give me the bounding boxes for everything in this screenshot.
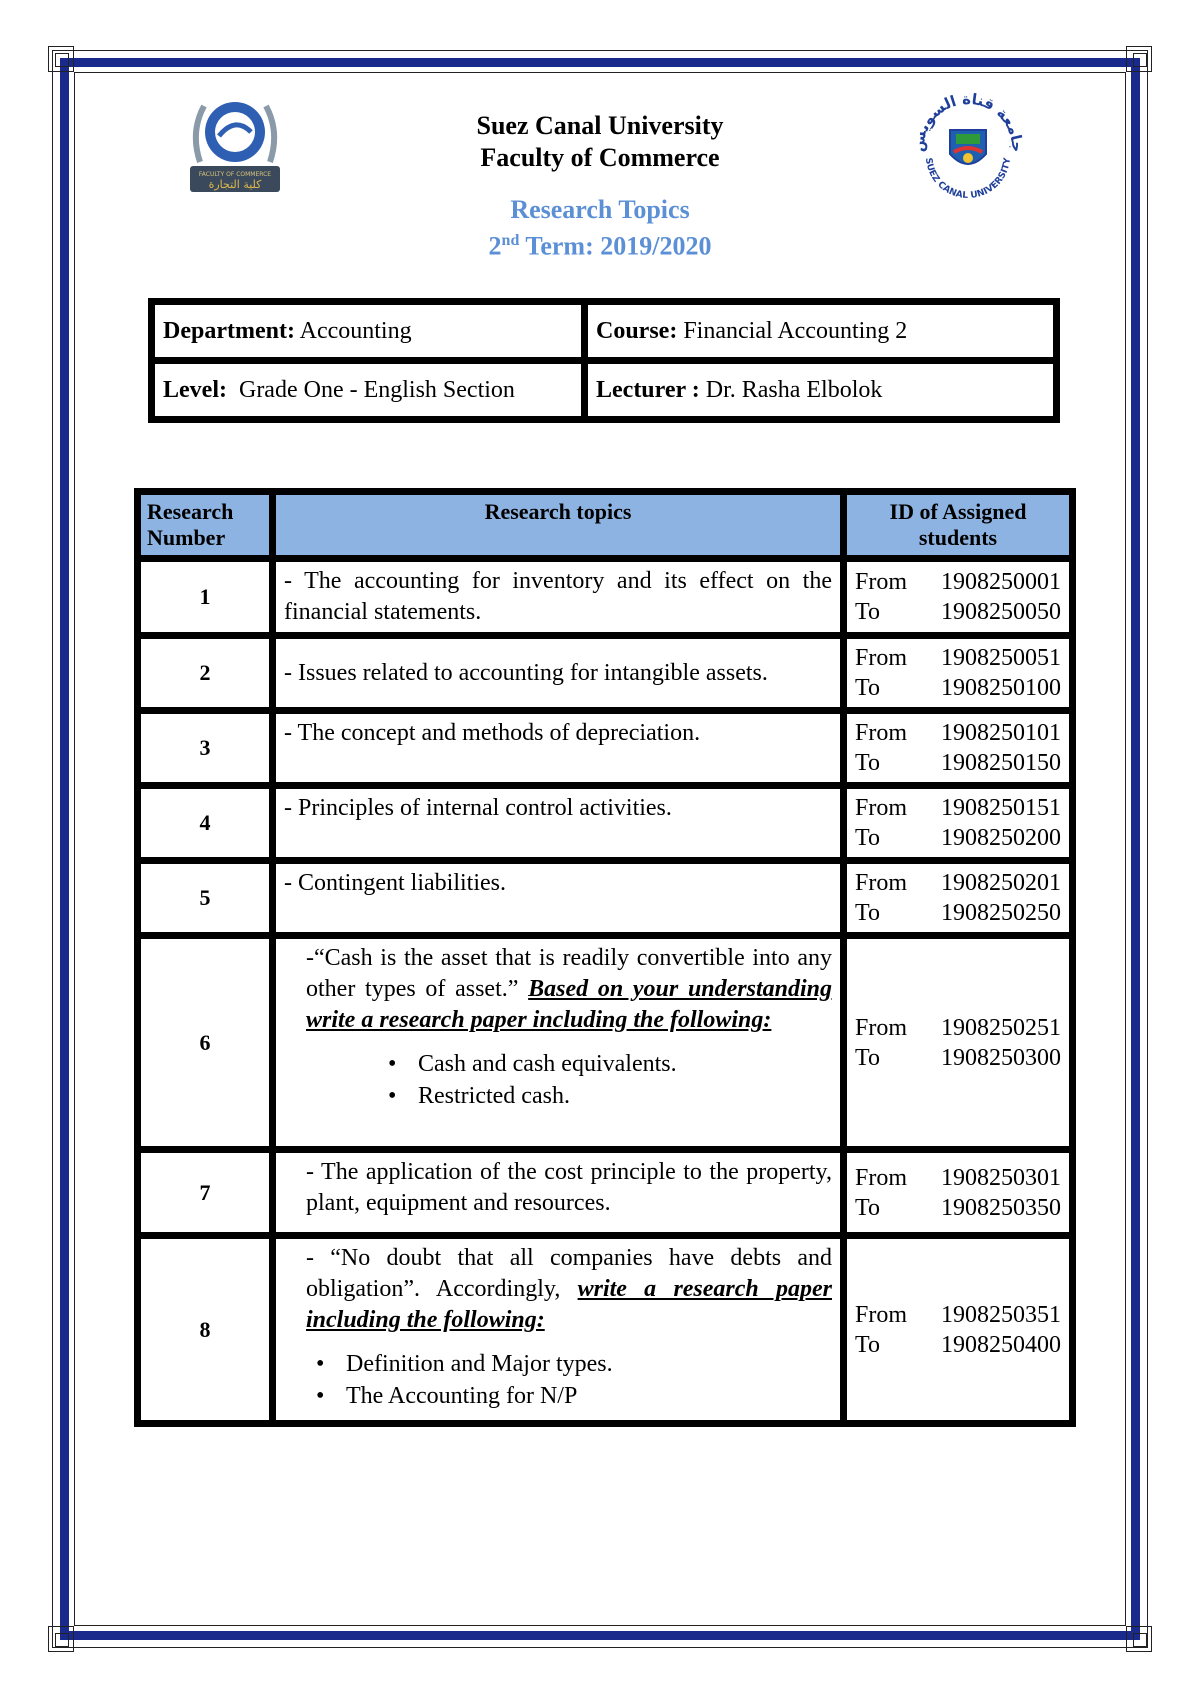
department-cell [152,302,585,361]
research-number: 1 [138,559,273,636]
from-label: From [855,720,908,746]
topic-instruction: Based on your understanding write a research paper including the following: [306,976,833,1033]
research-topic: - The accounting for inventory and its effect on the financial statements. [273,559,844,636]
faculty-name: Faculty of Commerce [480,143,720,172]
header-block [380,110,820,262]
research-topic: - Contingent liabilities. [273,861,844,936]
table-row [138,1236,1073,1424]
from-id: 1908250001 [941,569,1061,595]
topic-instruction: write a research paper including the following: [306,1276,833,1333]
id-range [844,1150,1073,1236]
from-label: From [855,1301,908,1328]
corner-ornament-top-right [1126,46,1152,72]
research-number: 7 [138,1150,273,1236]
list-item: • The Accounting for N/P [346,1380,832,1412]
suez-canal-university-logo [912,92,1024,204]
research-topic [273,936,844,1150]
id-range [844,786,1073,861]
header-research-number: Research Number [138,492,273,559]
from-label: From [855,1014,908,1041]
from-label: From [855,795,908,821]
to-label: To [855,1044,880,1071]
course-label: Course: [596,317,678,344]
lecturer-value: Dr. Rasha Elbolok [699,376,883,403]
term-text: Term: 2019/2020 [519,231,712,261]
to-label: To [855,599,880,625]
to-id: 1908250300 [941,1044,1061,1071]
to-label: To [855,900,880,926]
research-topic: - Principles of internal control activities. [273,786,844,861]
research-number: 3 [138,711,273,786]
to-label: To [855,1331,880,1358]
info-row [152,302,1057,361]
id-range [844,936,1073,1150]
department-label: Department: [163,317,295,344]
to-id: 1908250100 [941,675,1061,701]
list-item: • Definition and Major types. [346,1348,832,1380]
from-id: 1908250101 [941,720,1061,746]
from-id: 1908250351 [941,1301,1061,1328]
to-id: 1908250350 [941,1194,1061,1221]
topic-bullet-list [306,1048,832,1112]
research-topics-table [134,488,1076,1427]
lecturer-label: Lecturer : [596,376,700,403]
lecturer-cell [585,361,1057,420]
right-logo-text-en: SUEZ CANAL UNIVERSITY [922,157,1014,202]
table-row [138,786,1073,861]
level-cell [152,361,585,420]
header-research-topics: Research topics [273,492,844,559]
course-info-table [148,298,1060,423]
list-item: • Cash and cash equivalents. [418,1048,832,1080]
course-value: Financial Accounting 2 [677,317,908,344]
course-cell [585,302,1057,361]
from-id: 1908250251 [941,1014,1061,1041]
to-id: 1908250200 [941,825,1061,851]
research-topic: - The application of the cost principle to the property, plant, equipment and resources. [273,1150,844,1236]
research-number: 6 [138,936,273,1150]
from-label: From [855,870,908,896]
university-name: Suez Canal University [476,111,724,140]
research-number: 8 [138,1236,273,1424]
research-number: 5 [138,861,273,936]
from-label: From [855,645,908,671]
research-number: 2 [138,636,273,711]
left-logo-text-ar: كلية التجارة [208,178,262,191]
table-row [138,936,1073,1150]
corner-ornament-bottom-left [48,1626,74,1652]
id-range [844,1236,1073,1424]
research-topic: - Issues related to accounting for intangible assets. [273,636,844,711]
to-label: To [855,750,880,776]
level-value: Grade One - English Section [226,376,515,403]
table-row [138,861,1073,936]
right-logo-text-ar: امعة قناة السوي [914,92,1024,143]
term-number: 2 [488,231,502,261]
info-row [152,361,1057,420]
id-range [844,861,1073,936]
term-suffix: nd [501,232,520,249]
id-range [844,559,1073,636]
id-range [844,636,1073,711]
from-label: From [855,569,908,595]
topic-bullet-list [306,1348,832,1412]
header-assigned-ids: ID of Assigned students [844,492,1073,559]
table-row [138,559,1073,636]
id-range [844,711,1073,786]
from-id: 1908250201 [941,870,1061,896]
corner-ornament-top-left [48,46,74,72]
to-label: To [855,825,880,851]
to-id: 1908250050 [941,599,1061,625]
corner-ornament-bottom-right [1126,1626,1152,1652]
table-row [138,711,1073,786]
research-topic [273,1236,844,1424]
list-item: • Restricted cash. [418,1080,832,1112]
to-label: To [855,675,880,701]
topic-quote: - “No doubt that all companies have debts and obligation”. Accordingly, [306,1245,832,1302]
from-id: 1908250301 [941,1164,1061,1191]
to-id: 1908250150 [941,750,1061,776]
to-id: 1908250250 [941,900,1061,926]
research-topic: - The concept and methods of depreciation. [273,711,844,786]
document-title: Research Topics [510,195,690,224]
to-label: To [855,1194,880,1221]
from-label: From [855,1164,908,1191]
faculty-of-commerce-logo [186,92,284,196]
table-row [138,636,1073,711]
from-id: 1908250051 [941,645,1061,671]
from-id: 1908250151 [941,795,1061,821]
table-row [138,1150,1073,1236]
left-logo-text-en: FACULTY OF COMMERCE [198,171,272,178]
research-number: 4 [138,786,273,861]
level-label: Level: [163,376,227,403]
to-id: 1908250400 [941,1331,1061,1358]
table-header-row [138,492,1073,559]
term-line [380,226,820,262]
topic-quote: -“Cash is the asset that is readily convertible into any other types of asset.” [306,945,832,1002]
department-value: Accounting [294,317,412,344]
